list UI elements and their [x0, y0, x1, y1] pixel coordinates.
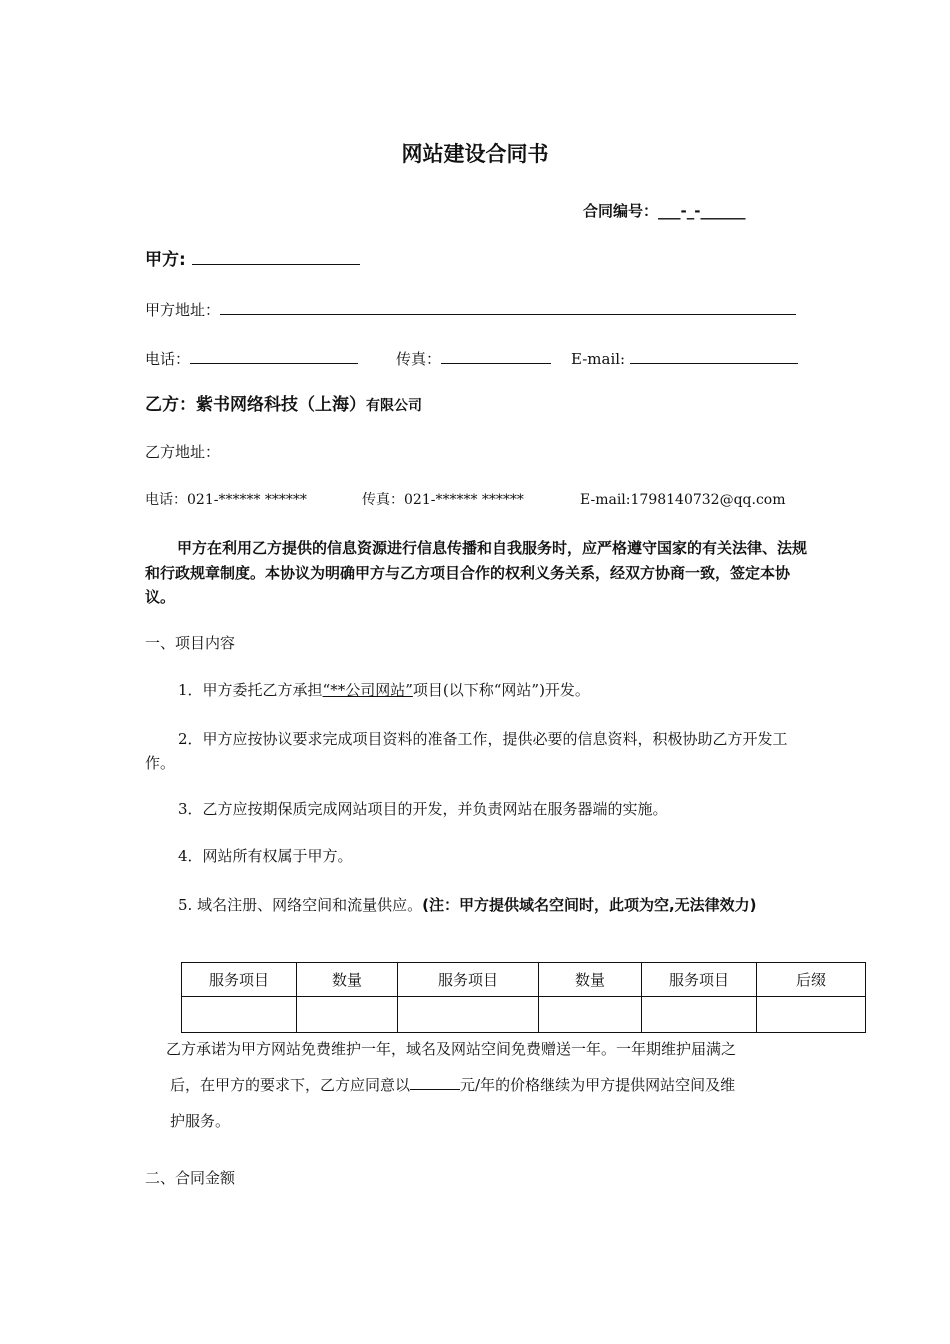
party-a-fax-blank[interactable]: [441, 347, 551, 364]
party-b-name-suffix: 有限公司: [366, 398, 422, 414]
table-cell[interactable]: [757, 997, 866, 1033]
party-b-label: 乙方：: [145, 395, 196, 415]
party-a-name-blank[interactable]: [192, 246, 360, 265]
party-a-address-line: [145, 298, 796, 320]
section-1-heading: 一、项目内容: [145, 634, 236, 652]
table-header-cell: 数量: [297, 963, 398, 997]
table-header-cell: 数量: [539, 963, 642, 997]
item-5-prefix: 5. 域名注册、网络空间和流量供应。: [178, 896, 423, 914]
party-a-email-label: E-mail:: [571, 350, 626, 368]
party-a-phone-line: [145, 347, 358, 369]
table-cell[interactable]: [539, 997, 642, 1033]
table-cell[interactable]: [642, 997, 757, 1033]
party-b-line: [145, 394, 422, 417]
item-5-note: (注：甲方提供域名空间时，此项为空,无法律效力): [422, 896, 757, 914]
party-a-phone-blank[interactable]: [190, 347, 358, 364]
item-2: 2．甲方应按协议要求完成项目资料的准备工作，提供必要的信息资料，积极协助乙方开发工作。: [145, 730, 788, 772]
table-cell[interactable]: [398, 997, 539, 1033]
preamble-paragraph: 甲方在利用乙方提供的信息资源进行信息传播和自我服务时，应严格遵守国家的有关法律、法规和行政规章制度。本协议为明确甲方与乙方项目合作的权利义务关系，经双方协商一致，签定本协议。: [145, 539, 808, 606]
party-b-address-label: 乙方地址：: [145, 443, 221, 461]
service-table: [181, 962, 866, 1033]
maintenance-line-2: [170, 1073, 735, 1095]
maintenance-line-3: 护服务。: [170, 1112, 231, 1130]
service-table-header-row: [182, 963, 866, 997]
item-4: 4．网站所有权属于甲方。: [178, 847, 353, 865]
item-1: [178, 680, 590, 700]
party-a-line: [145, 246, 360, 271]
party-a-email-blank[interactable]: [630, 347, 798, 364]
item-3: 3．乙方应按期保质完成网站项目的开发，并负责网站在服务器端的实施。: [178, 800, 668, 818]
table-header-cell: 服务项目: [642, 963, 757, 997]
party-a-address-blank[interactable]: [220, 298, 796, 315]
table-cell[interactable]: [182, 997, 297, 1033]
table-header-cell: 服务项目: [182, 963, 297, 997]
table-cell[interactable]: [297, 997, 398, 1033]
maintenance-line-2-end: 元/年的价格继续为甲方提供网站空间及维: [460, 1076, 736, 1094]
maintenance-line-2-start: 后，在甲方的要求下，乙方应同意以: [170, 1076, 411, 1094]
party-b-name: 紫书网络科技（上海）: [196, 395, 366, 415]
maintenance-line-1: 乙方承诺为甲方网站免费维护一年，域名及网站空间免费赠送一年。一年期维护届满之: [166, 1040, 737, 1058]
party-a-label: 甲方:: [145, 250, 186, 270]
contract-number: [583, 201, 745, 221]
item-5: [145, 893, 809, 918]
item-1-prefix: 1．甲方委托乙方承担: [178, 681, 323, 699]
party-a-phone-label: 电话：: [145, 350, 191, 368]
item-1-project-name: “**公司网站”: [322, 681, 413, 699]
table-header-cell: 后缀: [757, 963, 866, 997]
service-table-row: [182, 997, 866, 1033]
contract-number-label: 合同编号：: [583, 202, 659, 220]
party-a-address-label: 甲方地址：: [145, 301, 221, 319]
item-1-suffix: 项目(以下称“网站”)开发。: [412, 681, 590, 699]
party-a-fax-label: 传真：: [396, 350, 442, 368]
party-b-fax: 传真：021-****** ******: [362, 492, 524, 508]
section-2-heading: 二、合同金额: [145, 1169, 236, 1187]
page-title: 网站建设合同书: [401, 142, 549, 166]
contract-number-value: ___-_-______: [658, 202, 746, 220]
table-header-cell: 服务项目: [398, 963, 539, 997]
party-b-phone: 电话：021-****** ******: [145, 492, 307, 508]
party-b-email: E-mail:1798140732@qq.com: [580, 492, 786, 508]
party-a-fax-line: [396, 347, 551, 369]
party-a-email-line: [571, 347, 798, 369]
price-blank[interactable]: [410, 1073, 460, 1090]
